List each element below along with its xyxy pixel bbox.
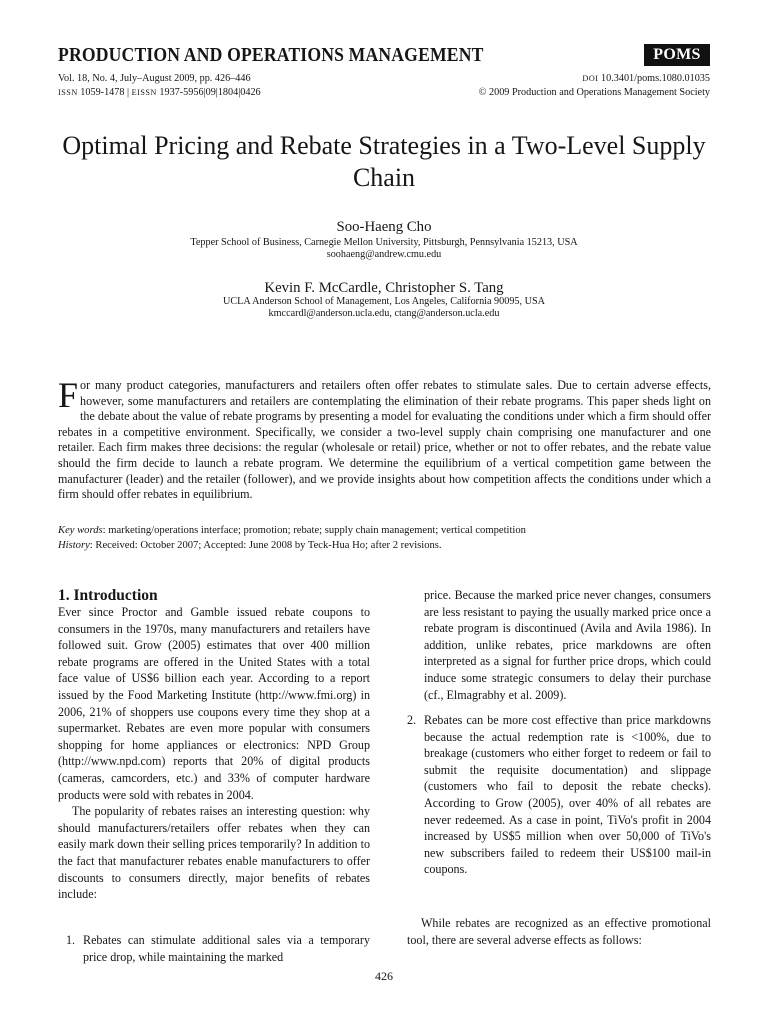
author-affiliation-1: Tepper School of Business, Carnegie Mellon University, Pittsburgh, Pennsylvania 15213, USA <box>190 237 578 248</box>
divider: | <box>127 86 130 98</box>
abstract-text: or many product categories, manufacturers and retailers often offer rebates to stimulate sales. Due to certain adverse effects, however, some manufacturers and retailers are contemplating the elimination of their rebate programs. This paper sheds light on the debate about the value of rebate programs by presenting a model for evaluating the conditions under which a firm should offer rebates in a competitive environment. Specifically, we consider a two-level supply chain comprising one manufacturer and one retailer. Each firm makes three decisions: the regular (wholesale or retail) price, whether or not to offer rebates, and the rebate value should the firm decide to launch a rebate program. We determine the equilibrium of a vertical competition game between the manufacturer (leader) and the retailer (follower), and we provide insights about how competition affects the conditions under which a firm should offer rebates in equilibrium. <box>58 378 711 502</box>
eissn-value: 1937-5956 <box>159 86 204 98</box>
history-line <box>58 538 711 553</box>
history-text: : Received: October 2007; Accepted: June 2008 by Teck-Hua Ho; after 2 revisions. <box>89 540 442 551</box>
keywords-label: Key words <box>58 525 103 536</box>
doi-label: DOI <box>582 74 599 83</box>
issn-line <box>58 86 261 100</box>
issn-value: 1059-1478 <box>80 86 125 98</box>
abstract <box>58 375 711 503</box>
volume-info <box>58 72 261 99</box>
divider: | <box>238 86 241 98</box>
eissn-label: EISSN <box>131 87 157 97</box>
author-names-1: Soo-Haeng Cho <box>336 219 432 235</box>
paragraph: While rebates are recognized as an effective promotional tool, there are several adverse effects as follows: <box>407 916 711 947</box>
list-text: price. Because the marked price never changes, consumers are less resistant to paying the usually marked price once a rebate program is discontinued (Avila and Avila 1986). In addition, unlike rebates, price markdowns are often interpreted as a signal for further price drops, which could induce some strategic consumers to delay their purchase (cf., Elmagrabhy et al. 2009). <box>424 588 711 702</box>
author-names-2: Kevin F. McCardle, Christopher S. Tang <box>264 280 504 296</box>
doi-info <box>479 72 710 99</box>
copyright-line: © 2009 Production and Operations Management Society <box>478 86 710 98</box>
issn-part: 09 <box>205 86 216 98</box>
author-email-1: soohaeng@andrew.cmu.edu <box>326 249 442 260</box>
keywords-line <box>58 523 711 538</box>
history-label: History <box>58 540 90 551</box>
abstract-dropcap: F <box>58 375 79 415</box>
paragraph: The popularity of rebates raises an interesting question: why should manufacturers/retailers offer rebates when they can easily mark down their selling prices temporarily? In addition to the fact that manufacturer rebates enable manufacturers to offer discounts to consumers directly, major benefits of rebates include: <box>58 804 370 902</box>
keywords-text: : marketing/operations interface; promotion; rebate; supply chain management; vertical competition <box>102 525 526 536</box>
doi-value: 10.3401/poms.1080.01035 <box>601 73 710 84</box>
issn-label: ISSN <box>58 87 78 97</box>
divider: | <box>203 86 206 98</box>
issn-part: 0426 <box>240 86 261 98</box>
left-column <box>58 604 370 903</box>
list-item-continued <box>407 587 711 703</box>
paragraph: Ever since Proctor and Gamble issued rebate coupons to consumers in the 1970s, many manufacturers and retailers have followed suit. Grow (2005) estimates that over 400 million rebate programs are offered in the United States with a total face value of US$6 billion each year. According to a report issued by the Food Marketing Institute (http://www.fmi.org) in 2006, 21% of shoppers use coupons every time they shop at a supermarket. Rebates are even more popular with consumers shopping for home appliances or electronics: NPD Group (http://www.npd.com) reports that 20% of digital products (cameras, camcorders, etc.) and 33% of computer hardware products were sold with rebates in 2004. <box>58 605 370 802</box>
keywords-block <box>58 523 711 553</box>
list-number: 1. <box>66 933 76 947</box>
section-heading: 1. Introduction <box>58 587 158 604</box>
poms-logo: POMS <box>644 44 710 66</box>
list-item <box>407 712 711 878</box>
list-text: Rebates can stimulate additional sales via a temporary price drop, while maintaining the marked <box>83 933 370 964</box>
author-affiliation-2: UCLA Anderson School of Management, Los Angeles, California 90095, USA <box>223 296 545 307</box>
list-number: 2. <box>407 713 417 727</box>
page-number: 426 <box>375 969 393 983</box>
issn-part: 1804 <box>217 86 239 98</box>
list-item <box>66 932 370 965</box>
paper-title: Optimal Pricing and Rebate Strategies in a Two-Level Supply Chain <box>62 131 706 192</box>
list-text: Rebates can be more cost effective than price markdowns because the actual redemption rate is <100%, due to breakage (customers who either forget to redeem or fail to submit the requisite documentation) and slippage (customers who fail to deposit the rebate checks). According to Grow (2005), over 40% of all rebates are never redeemed. As a case in point, TiVo's profit in 2004 increased by US$5 million when over 50,000 of TiVo's new subscribers failed to redeem their US$100 mail-in coupons. <box>424 713 711 877</box>
volume-line: Vol. 18, No. 4, July–August 2009, pp. 426–446 <box>58 73 251 84</box>
author-email-2: kmccardl@anderson.ucla.edu, ctang@anderson.ucla.edu <box>268 308 500 319</box>
divider: | <box>215 86 218 98</box>
doi-line <box>479 72 710 86</box>
journal-name: PRODUCTION AND OPERATIONS MANAGEMENT <box>58 44 484 66</box>
